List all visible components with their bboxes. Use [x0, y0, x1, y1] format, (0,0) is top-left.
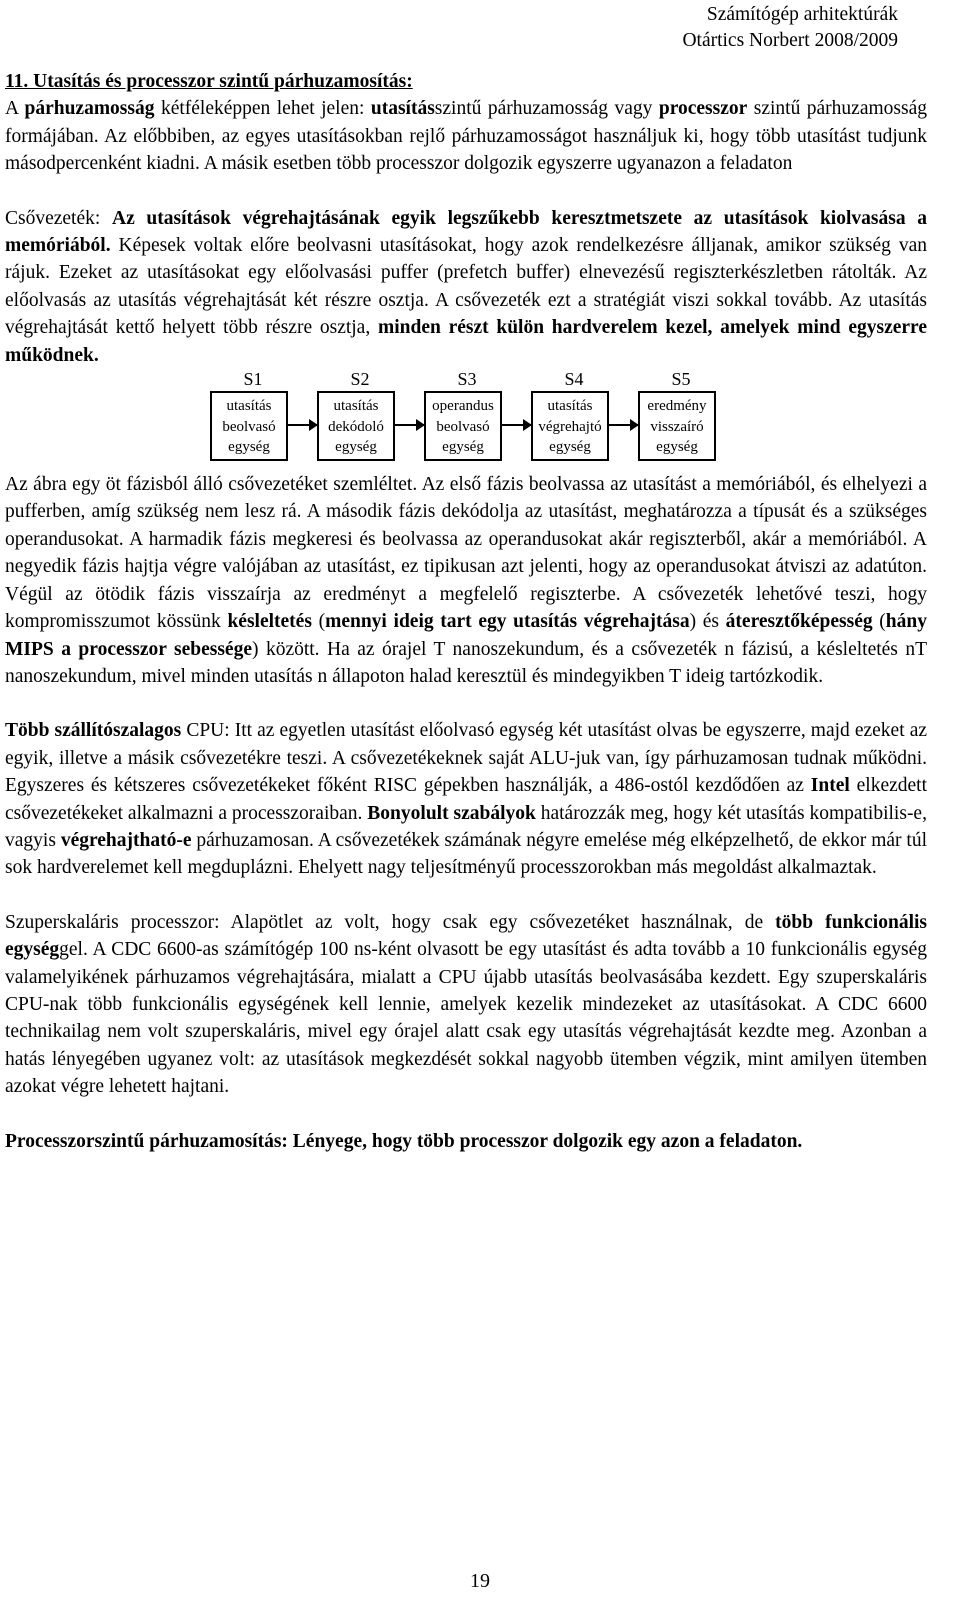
stage-box: utasítás végrehajtó egység: [531, 391, 609, 461]
stage-label: S1: [243, 369, 263, 390]
stage-box: utasítás beolvasó egység: [210, 391, 288, 461]
stage-label: S5: [671, 369, 691, 390]
page-number: 19: [470, 1570, 490, 1592]
pipeline-diagram: [5, 369, 927, 471]
paragraph-processor-level: Processzorszintű párhuzamosítás: Lényege, hogy több processzor dolgozik egy azon a feladaton.: [5, 1130, 803, 1152]
stage-label: S3: [457, 369, 477, 390]
stage-box: operandus beolvasó egység: [424, 391, 502, 461]
stage-label: S4: [564, 369, 584, 390]
section-title: 11. Utasítás és processzor szintű párhuzamosítás:: [5, 71, 413, 92]
arrow-right-icon: [288, 424, 317, 426]
paragraph-superscalar: Szuperskaláris processzor: Alapötlet az volt, hogy csak egy csővezetéket használnak, de több funkcionális egységgel. A CDC 6600-as számítógép 100 ns-ként olvasott be egy utasítást és adta tovább a 10 funkcionális egység valamelyikének párhuzamos végrehajtására, mialatt a CPU újabb utasítás beolvasásába kezdett. Egy szuperskaláris CPU-nak több funkcionális egységének kell lennie, amelyek kezelik mindezeket az utasításokat. A CDC 6600 technikailag nem volt szuperskaláris, mivel egy órajel alatt csak egy utasítás végrehajtását kezdte meg. Azonban a hatás lényegében ugyanez volt: az utasítások megkezdését sokkal nagyobb ütemben végzik, mint amilyen ütemben azokat végre lehetett hajtani.: [5, 911, 927, 1098]
paragraph-diagram-description: Az ábra egy öt fázisból álló csővezetéket szemléltet. Az első fázis beolvassa az utasítást a memóriából, és elhelyezi a pufferben, amíg szükség nem lesz rá. A második fázis dekódolja az utasítást, meghatározza a típusát és a szükséges operandusokat. A harmadik fázis megkeresi és beolvassa az operandusokat akár regiszterből, akár a memóriából. A negyedik fázis hajtja végre valójában az utasítást, ez tipikusan azt jelenti, hogy az operandusokat átviszi az adatúton. Végül az ötödik fázis visszaírja az eredményt a megfelelő regiszterbe. A csővezeték lehetővé teszi, hogy kompromisszumot kössünk késleltetés (mennyi ideig tart egy utasítás végrehajtása) és áteresztőképesség (hány MIPS a processzor sebessége) között. Ha az órajel T nanoszekundum, és a csővezeték n fázisú, a késleltetés nT nanoszekundum, mivel minden utasítás n állapoton halad keresztül és mindegyikben T ideig tartózkodik.: [5, 474, 928, 687]
stage-box: eredmény visszaíró egység: [638, 391, 716, 461]
header-course-title: Számítógép arhitektúrák: [706, 4, 898, 25]
arrow-right-icon: [609, 424, 638, 426]
arrow-right-icon: [502, 424, 531, 426]
paragraph-pipeline: Csővezeték: Az utasítások végrehajtásának egyik legszűkebb keresztmetszete az utasítások kiolvasása a memóriából. Képesek voltak előre beolvasni utasításokat, hogy azok rendelkezésre álljanak, amikor szükség van rájuk. Ezeket az utasításokat egy előolvasási puffer (prefetch buffer) elnevezésű regiszterkészletben rátolták. Az előolvasás az utasítás végrehajtását két részre osztja. A csővezeték ezt a stratégiát viszi sokkal tovább. Az utasítás végrehajtását kettő helyett több részre osztja, minden részt külön hardverelem kezel, amelyek mind egyszerre működnek.: [5, 207, 928, 366]
arrow-right-icon: [395, 424, 424, 426]
paragraph-intro: A párhuzamosság kétféleképpen lehet jelen: utasításszintű párhuzamosság vagy processzor szintű párhuzamosság formájában. Az előbbiben, az egyes utasításokban rejlő párhuzamosságot használjuk ki, hogy több utasítást tudjunk másodpercenként kiadni. A másik esetben több processzor dolgozik egyszerre ugyanazon a feladaton: [5, 98, 927, 175]
header-author-year: Otártics Norbert 2008/2009: [682, 30, 898, 51]
stage-box: utasítás dekódoló egység: [317, 391, 395, 461]
paragraph-multi-pipeline: Több szállítószalagos CPU: Itt az egyetlen utasítást előolvasó egység két utasítást olvas be egyszerre, majd ezeket az egyik, illetve a másik csővezetékre teszi. A csővezetékeknek saját ALU-juk van, így párhuzamosan tudnak működni. Egyszeres és kétszeres csővezetékeket főként RISC gépekben használják, a 486-ostól kezdődően az Intel elkezdett csővezetékeket alkalmazni a processzoraiban. Bonyolult szabályok határozzák meg, hogy két utasítás kompatibilis-e, vagyis végrehajtható-e párhuzamosan. A csővezetékek számának négyre emelése még elképzelhető, de ekkor már túl sok hardverelemet kell megduplázni. Ehelyett nagy teljesítményű processzorokban más megoldást alkalmaztak.: [5, 720, 928, 879]
page-header: [682, 2, 898, 54]
page-content: [5, 68, 927, 1155]
stage-label: S2: [350, 369, 370, 390]
